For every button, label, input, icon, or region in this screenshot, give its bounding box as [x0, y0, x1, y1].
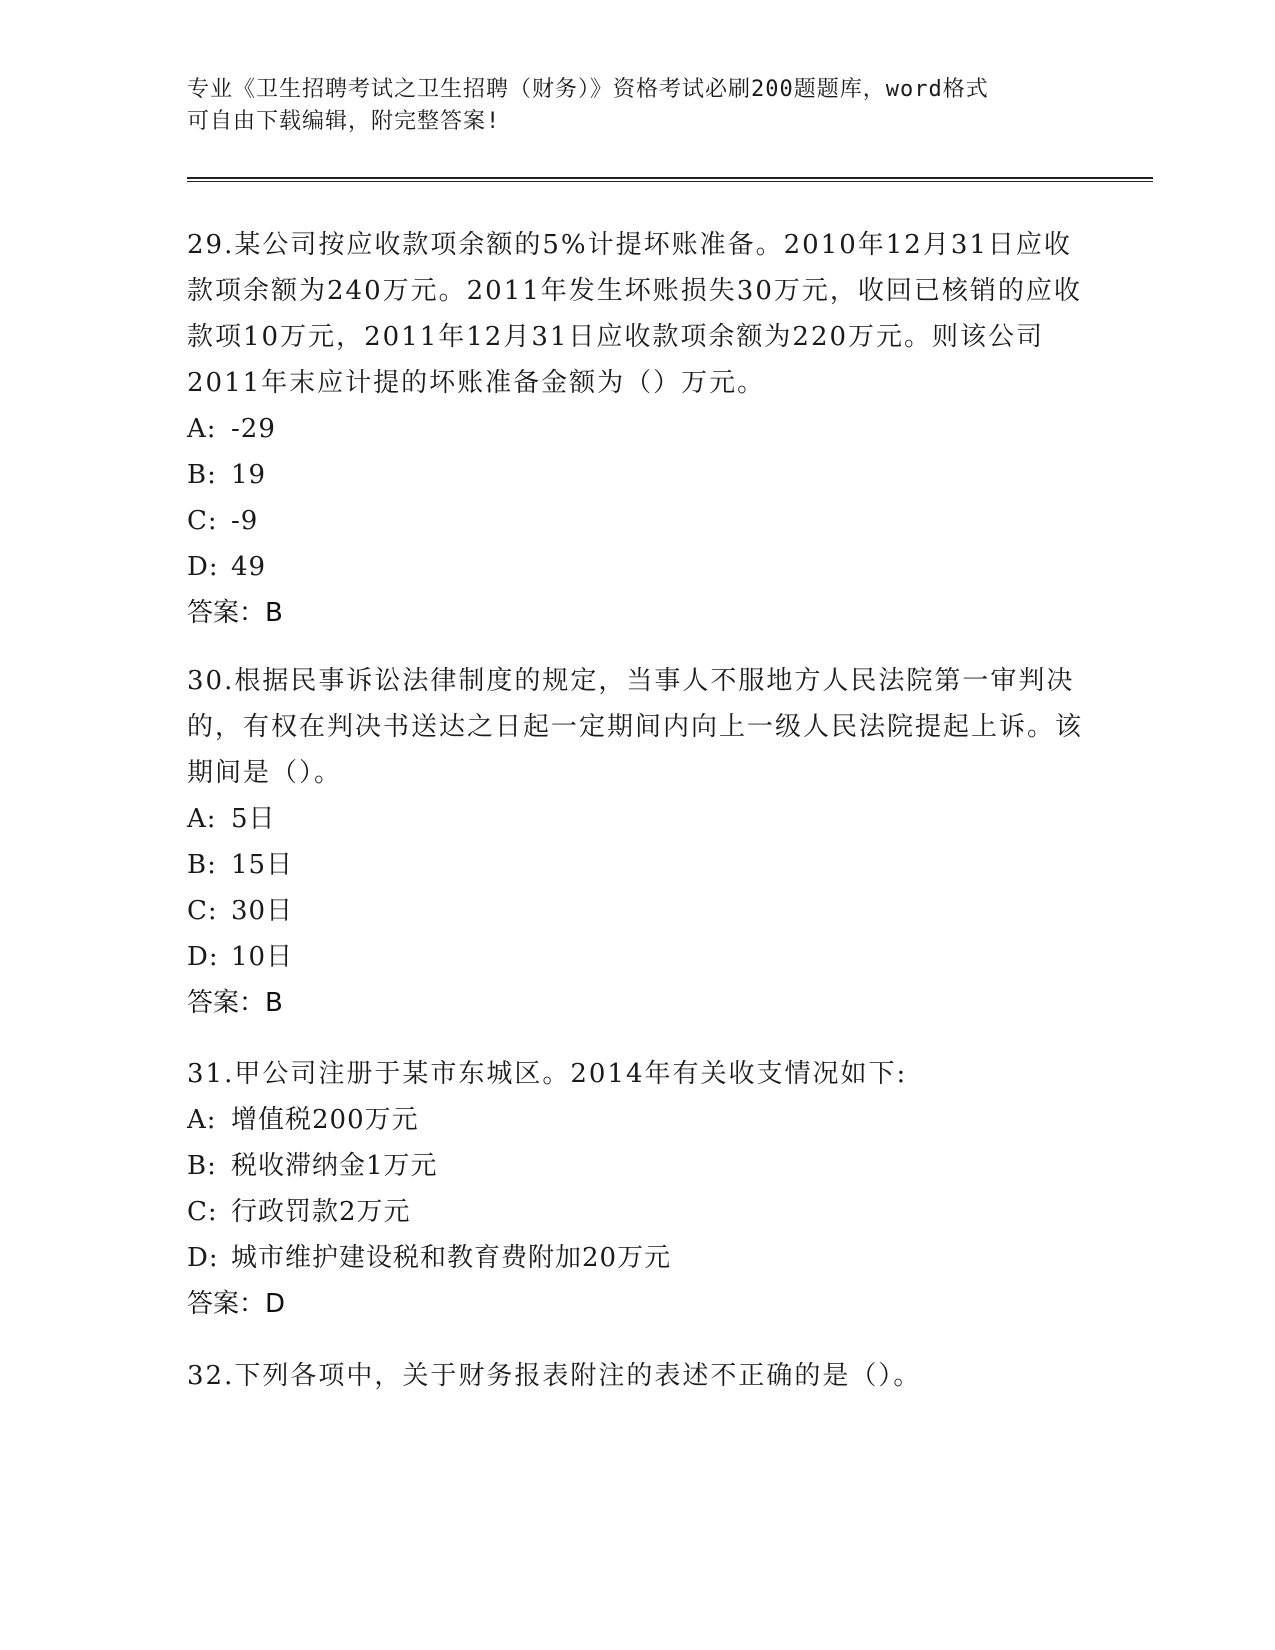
option-d: D: 49	[187, 552, 267, 582]
question-30	[187, 658, 1087, 1026]
question-stem: 29.某公司按应收款项余额的5%计提坏账准备。2010年12月31日应收款项余额为240万元。2011年发生坏账损失30万元，收回已核销的应收款项10万元，2011年12月31日应收款项余额为220万元。则该公司2011年末应计提的坏账准备金额为（）万元。	[187, 230, 1082, 398]
question-stem: 31.甲公司注册于某市东城区。2014年有关收支情况如下:	[187, 1059, 908, 1089]
option-b: B: 税收滞纳金1万元	[187, 1151, 438, 1181]
option-a: A: 5日	[187, 804, 276, 834]
option-d: D: 城市维护建设税和教育费附加20万元	[187, 1243, 672, 1273]
answer-label: 答案：B	[187, 598, 283, 628]
question-stem: 32.下列各项中，关于财务报表附注的表述不正确的是（）。	[187, 1361, 922, 1391]
document-header	[187, 74, 1087, 138]
question-stem: 30.根据民事诉讼法律制度的规定，当事人不服地方人民法院第一审判决的，有权在判决书送达之日起一定期间内向上一级人民法院提起上诉。该期间是（）。	[187, 666, 1084, 788]
option-b: B: 19	[187, 460, 267, 490]
answer-label: 答案：D	[187, 1289, 286, 1319]
header-line-1: 专业《卫生招聘考试之卫生招聘（财务）》资格考试必刷200题题库，word格式	[187, 77, 989, 102]
option-a: A: 增值税200万元	[187, 1105, 419, 1135]
option-d: D: 10日	[187, 942, 294, 972]
option-c: C: 30日	[187, 896, 294, 926]
answer-label: 答案：B	[187, 988, 283, 1018]
option-c: C: 行政罚款2万元	[187, 1197, 411, 1227]
option-a: A: -29	[187, 414, 276, 444]
header-line-2: 可自由下载编辑，附完整答案!	[187, 109, 501, 134]
header-divider	[187, 177, 1153, 182]
question-32	[187, 1353, 1087, 1399]
question-31	[187, 1051, 1087, 1327]
question-29	[187, 222, 1087, 636]
option-b: B: 15日	[187, 850, 294, 880]
option-c: C: -9	[187, 506, 259, 536]
